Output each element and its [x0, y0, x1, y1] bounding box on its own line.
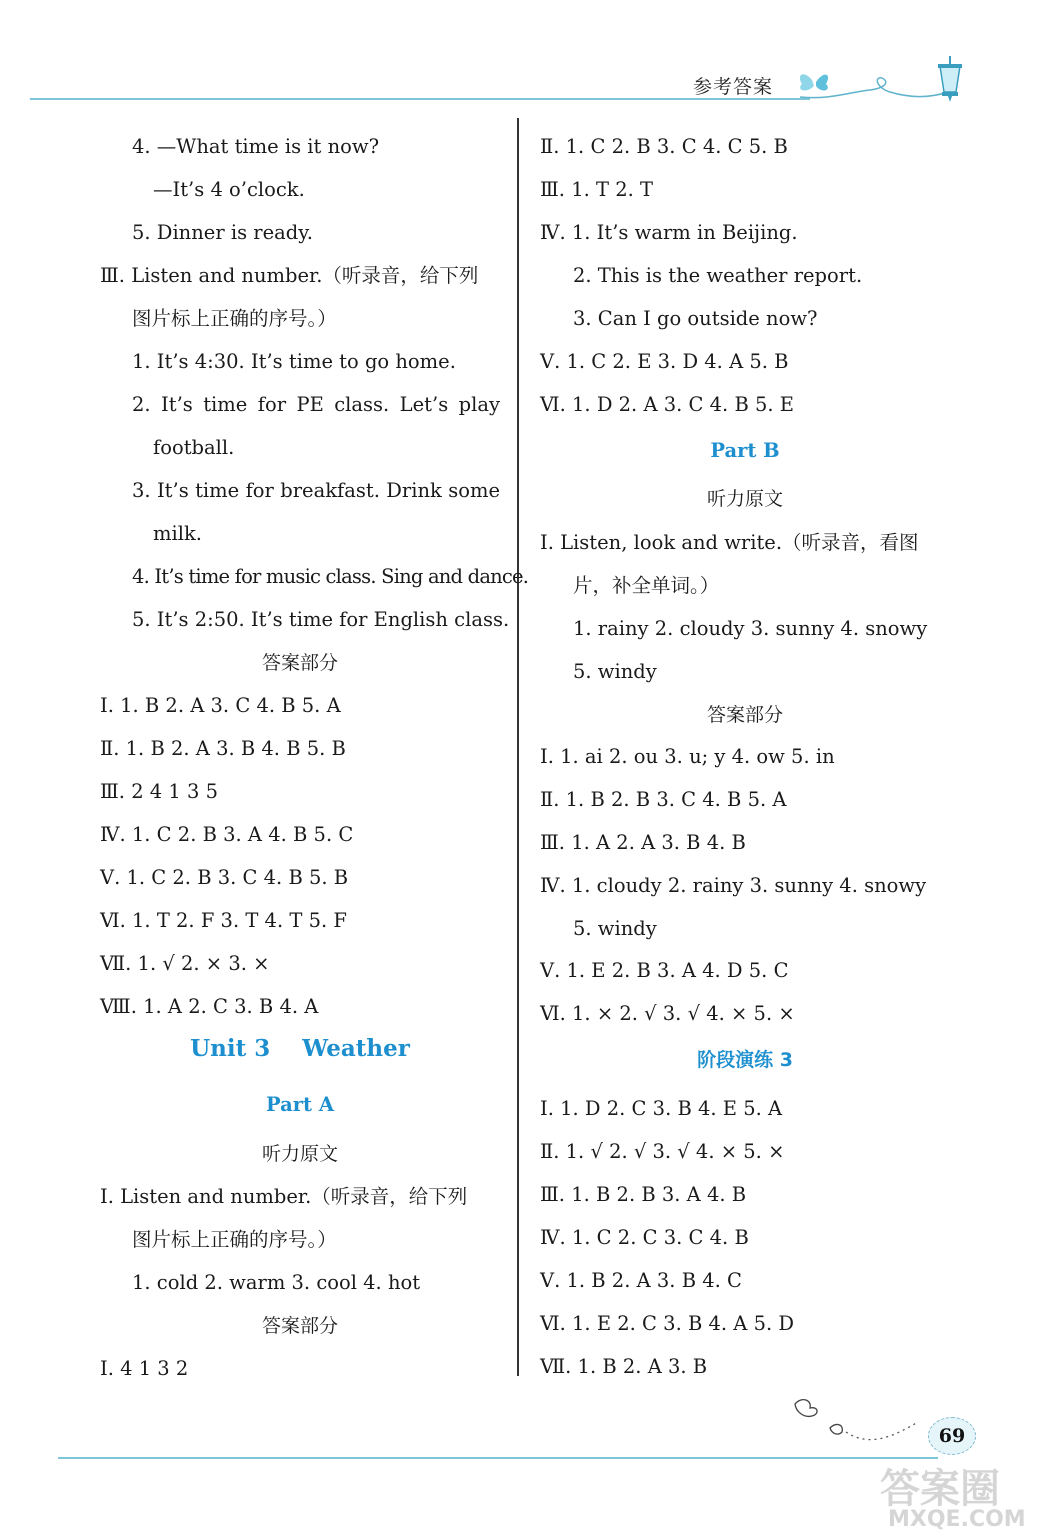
- answer-line: Ⅰ. 1. ai 2. ou 3. u; y 4. ow 5. in: [540, 745, 835, 768]
- text-line: 1. rainy 2. cloudy 3. sunny 4. snowy: [573, 617, 928, 640]
- answer-line: Ⅵ. 1. E 2. C 3. B 4. A 5. D: [540, 1312, 795, 1335]
- header-rule: [30, 98, 810, 100]
- answer-line: Ⅷ. 1. A 2. C 3. B 4. A: [100, 995, 319, 1018]
- answer-line: 3. Can I go outside now?: [573, 307, 818, 330]
- answer-heading: 答案部分: [261, 1315, 338, 1337]
- section-heading: Ⅲ. Listen and number.（听录音，给下列: [100, 264, 479, 287]
- bird-decoration-icon: [790, 1392, 930, 1452]
- answer-line: Ⅴ. 1. E 2. B 3. A 4. D 5. C: [540, 959, 789, 982]
- text-line: —It’s 4 o’clock.: [153, 178, 305, 201]
- footer-rule: [58, 1457, 938, 1459]
- unit-title: Unit 3 Weather: [190, 1035, 410, 1062]
- answer-line: Ⅲ. 2 4 1 3 5: [100, 780, 219, 803]
- answer-line: Ⅲ. 1. A 2. A 3. B 4. B: [540, 831, 746, 854]
- answer-line: Ⅶ. 1. B 2. A 3. B: [540, 1355, 708, 1378]
- section-heading: Ⅰ. Listen and number.（听录音，给下列: [100, 1185, 468, 1208]
- answer-line: Ⅵ. 1. T 2. F 3. T 4. T 5. F: [100, 909, 347, 932]
- answer-line: Ⅳ. 1. C 2. C 3. C 4. B: [540, 1226, 749, 1249]
- text-line: 5. windy: [573, 660, 657, 683]
- watermark-logo: [870, 1462, 1050, 1532]
- answer-heading: 答案部分: [261, 652, 338, 674]
- column-divider: [517, 118, 519, 1376]
- answer-line: Ⅵ. 1. × 2. √ 3. √ 4. × 5. ×: [540, 1002, 795, 1025]
- part-title: Part A: [266, 1093, 334, 1116]
- answer-line: Ⅴ. 1. B 2. A 3. B 4. C: [540, 1269, 742, 1292]
- text-line: 5. It’s 2:50. It’s time for English class.: [132, 608, 510, 631]
- text-line: 4. It’s time for music class. Sing and dance.: [132, 565, 529, 588]
- text-line: 4. —What time is it now?: [132, 135, 380, 158]
- page-header-title: 参考答案: [693, 76, 774, 98]
- answer-line: Ⅳ. 1. C 2. B 3. A 4. B 5. C: [100, 823, 354, 846]
- svg-text:答案圈: 答案圈: [880, 1466, 1000, 1512]
- answer-line: Ⅶ. 1. √ 2. × 3. ×: [100, 952, 270, 975]
- answer-line: Ⅰ. 4 1 3 2: [100, 1357, 189, 1380]
- answer-line: Ⅰ. 1. B 2. A 3. C 4. B 5. A: [100, 694, 341, 717]
- text-line: 2. It’s time for PE class. Let’s play: [132, 393, 500, 416]
- text-line: 图片标上正确的序号。）: [132, 307, 337, 330]
- text-line: 图片标上正确的序号。）: [132, 1228, 337, 1251]
- answer-line: Ⅳ. 1. It’s warm in Beijing.: [540, 221, 798, 244]
- answer-heading: 答案部分: [706, 704, 783, 726]
- page-number: 69: [928, 1417, 976, 1455]
- stage-practice-title: 阶段演练 3: [697, 1049, 793, 1071]
- part-title: Part B: [710, 439, 780, 462]
- svg-text:MXQE.COM: MXQE.COM: [888, 1507, 1026, 1532]
- text-line: 片，补全单词。）: [573, 574, 720, 597]
- answer-line: Ⅲ. 1. B 2. B 3. A 4. B: [540, 1183, 747, 1206]
- text-line: 1. It’s 4:30. It’s time to go home.: [132, 350, 456, 373]
- answer-line: Ⅱ. 1. B 2. B 3. C 4. B 5. A: [540, 788, 787, 811]
- text-line: football.: [153, 436, 235, 459]
- text-line: 3. It’s time for breakfast. Drink some: [132, 479, 500, 502]
- answer-line: Ⅴ. 1. C 2. E 3. D 4. A 5. B: [540, 350, 789, 373]
- answer-line: Ⅲ. 1. T 2. T: [540, 178, 654, 201]
- text-line: 5. Dinner is ready.: [132, 221, 313, 244]
- answer-line: 5. windy: [573, 917, 657, 940]
- section-heading: Ⅰ. Listen, look and write.（听录音，看图: [540, 531, 919, 554]
- answer-line: Ⅰ. 1. D 2. C 3. B 4. E 5. A: [540, 1097, 783, 1120]
- answer-line: 2. This is the weather report.: [573, 264, 863, 287]
- answer-line: Ⅱ. 1. √ 2. √ 3. √ 4. × 5. ×: [540, 1140, 785, 1163]
- listening-script-heading: 听力原文: [706, 488, 783, 510]
- answer-line: Ⅴ. 1. C 2. B 3. C 4. B 5. B: [100, 866, 349, 889]
- answer-line: Ⅱ. 1. C 2. B 3. C 4. C 5. B: [540, 135, 788, 158]
- butterfly-lantern-decoration-icon: [790, 52, 970, 112]
- text-line: 1. cold 2. warm 3. cool 4. hot: [132, 1271, 421, 1294]
- answer-line: Ⅵ. 1. D 2. A 3. C 4. B 5. E: [540, 393, 795, 416]
- text-line: milk.: [153, 522, 202, 545]
- listening-script-heading: 听力原文: [261, 1143, 338, 1165]
- answer-line: Ⅳ. 1. cloudy 2. rainy 3. sunny 4. snowy: [540, 874, 927, 897]
- answer-line: Ⅱ. 1. B 2. A 3. B 4. B 5. B: [100, 737, 346, 760]
